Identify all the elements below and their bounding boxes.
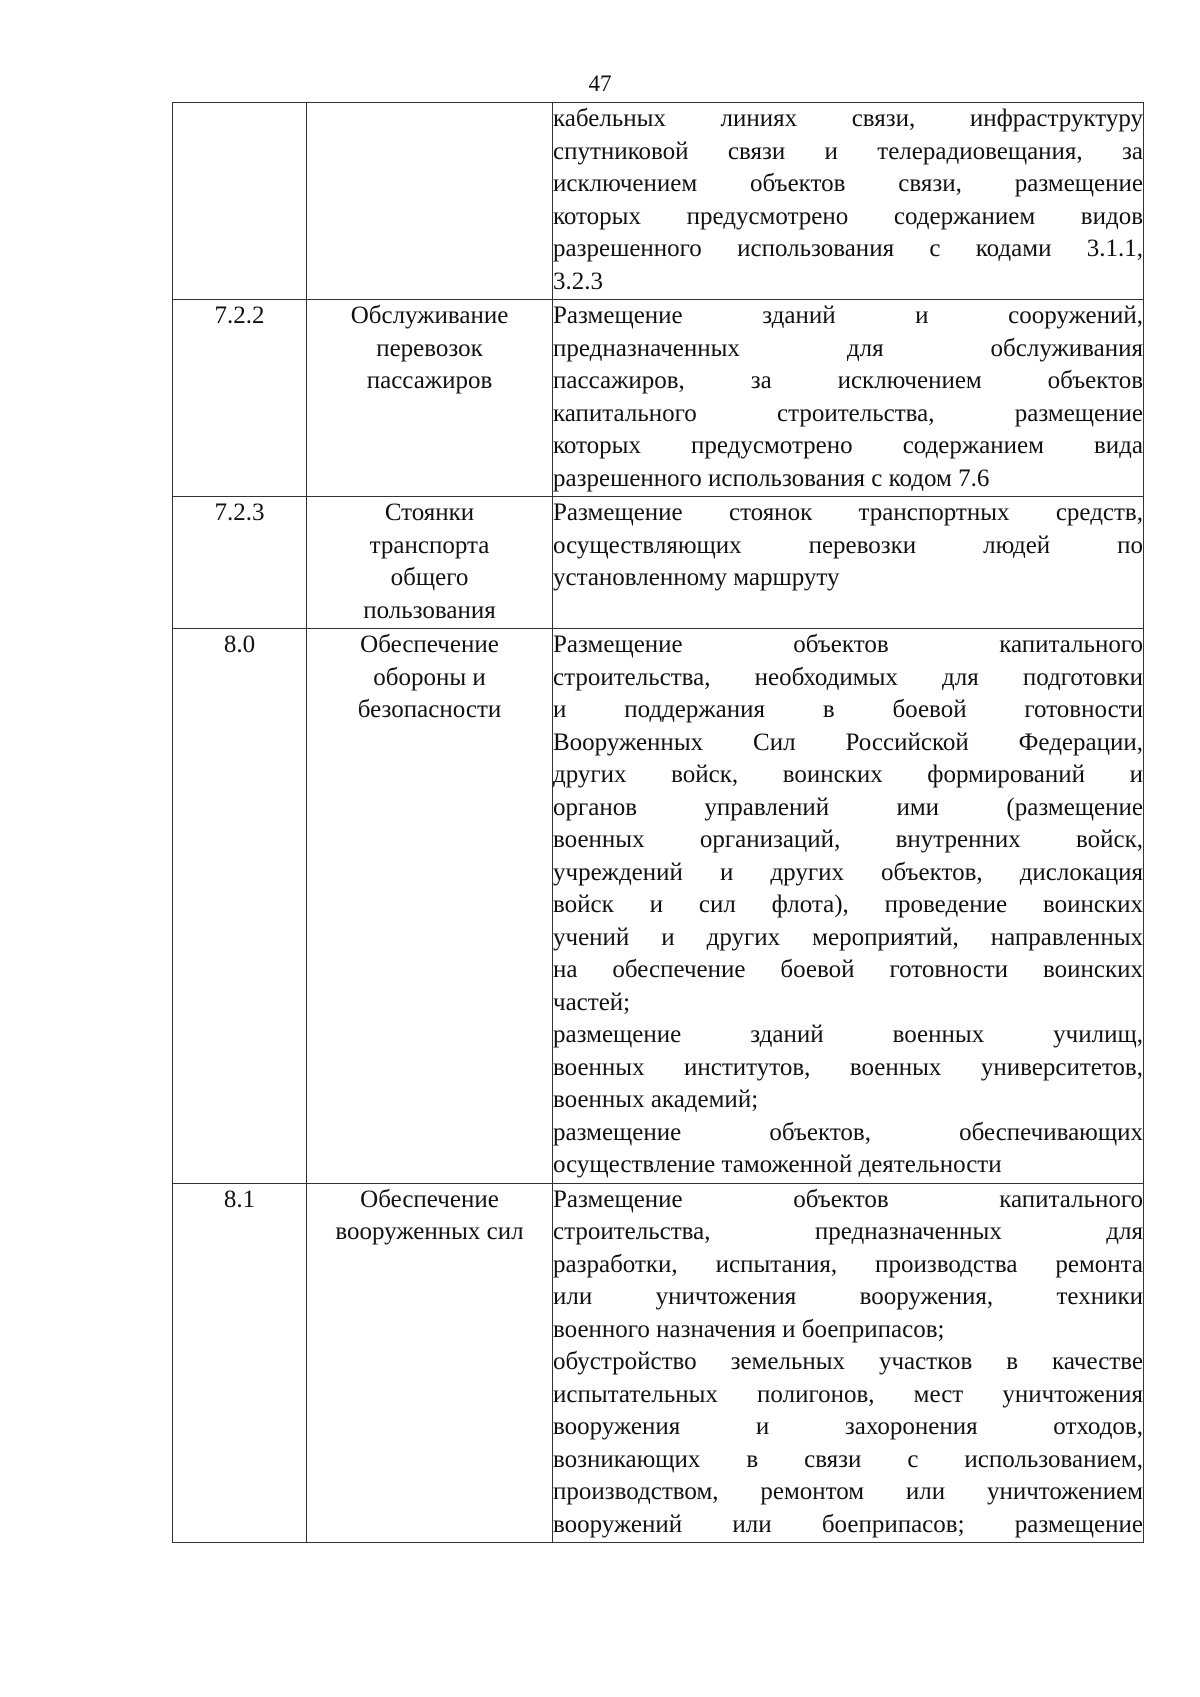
land-use-table bbox=[172, 102, 1144, 1543]
land-use-description bbox=[553, 1183, 1144, 1543]
land-use-description-line: Размещение объектов капитального bbox=[553, 1185, 1143, 1213]
land-use-code: 8.1 bbox=[173, 1183, 307, 1543]
land-use-description-line: вооружений или боеприпасов; размещение bbox=[553, 1510, 1143, 1538]
land-use-description-line: размещение объектов, обеспечивающих bbox=[553, 1118, 1143, 1146]
land-use-name-line: общего bbox=[390, 564, 469, 591]
land-use-description-line: Размещение зданий и сооружений, bbox=[553, 302, 1143, 329]
land-use-description-line: или уничтожения вооружения, техники bbox=[553, 1283, 1143, 1310]
land-use-name-line: Обеспечение bbox=[360, 631, 499, 658]
land-use-description-line: военных академий; bbox=[553, 1086, 759, 1113]
land-use-code: 7.2.3 bbox=[173, 497, 307, 629]
land-use-description bbox=[553, 103, 1144, 300]
land-use-name bbox=[307, 103, 553, 300]
land-use-description-line: которых предусмотрено содержанием вида bbox=[553, 432, 1143, 459]
land-use-name-line: вооруженных сил bbox=[335, 1218, 524, 1245]
land-use-description-line: Вооруженных Сил Российской Федерации, bbox=[553, 728, 1143, 756]
land-use-description-line: других войск, воинских формирований и bbox=[553, 761, 1143, 788]
land-use-description-line: разработки, испытания, производства ремонта bbox=[553, 1250, 1143, 1278]
land-use-description-line: установленному маршруту bbox=[553, 564, 840, 591]
land-use-name-line: обороны и bbox=[373, 663, 486, 691]
land-use-description-line: пассажиров, за исключением объектов bbox=[553, 367, 1143, 394]
land-use-description bbox=[553, 300, 1144, 497]
land-use-description-line: учреждений и других объектов, дислокация bbox=[553, 858, 1143, 886]
land-use-description-line: обустройство земельных участков в качестве bbox=[553, 1348, 1143, 1375]
land-use-name-line: пользования bbox=[363, 596, 496, 624]
land-use-description-line: капитального строительства, размещение bbox=[553, 399, 1143, 427]
land-use-description bbox=[553, 629, 1144, 1184]
land-use-description bbox=[553, 497, 1144, 629]
table-row bbox=[173, 103, 1144, 300]
land-use-name-line: пассажиров bbox=[366, 367, 493, 394]
land-use-name-line: перевозок bbox=[376, 334, 483, 362]
land-use-description-line: которых предусмотрено содержанием видов bbox=[553, 202, 1143, 230]
land-use-description-line: спутниковой связи и телерадиовещания, за bbox=[553, 137, 1143, 165]
land-use-description-line: предназначенных для обслуживания bbox=[553, 334, 1143, 362]
land-use-description-line: и поддержания в боевой готовности bbox=[553, 696, 1143, 723]
land-use-description-line: учений и других мероприятий, направленных bbox=[553, 923, 1143, 951]
land-use-description-line: строительства, предназначенных для bbox=[553, 1218, 1143, 1245]
land-use-description-line: испытательных полигонов, мест уничтожения bbox=[553, 1380, 1143, 1408]
land-use-description-line: Размещение стоянок транспортных средств, bbox=[553, 499, 1143, 526]
land-use-description-line: военных организаций, внутренних войск, bbox=[553, 826, 1143, 853]
land-use-description-line: вооружения и захоронения отходов, bbox=[553, 1413, 1143, 1440]
land-use-name-line: Обслуживание bbox=[350, 302, 509, 329]
land-use-name-line: транспорта bbox=[369, 531, 490, 559]
land-use-description-line: размещение зданий военных училищ, bbox=[553, 1021, 1143, 1048]
land-use-description-line: частей; bbox=[553, 988, 631, 1016]
land-use-description-line: производством, ремонтом или уничтожением bbox=[553, 1478, 1143, 1505]
table-body bbox=[173, 103, 1144, 1543]
land-use-description-line: разрешенного использования с кодами 3.1.1, bbox=[553, 235, 1143, 262]
land-use-code: 7.2.2 bbox=[173, 300, 307, 497]
land-use-description-line: на обеспечение боевой готовности воинских bbox=[553, 956, 1143, 983]
land-use-name bbox=[307, 629, 553, 1184]
land-use-description-line: осуществление таможенной деятельности bbox=[553, 1151, 1002, 1178]
page-number: 47 bbox=[588, 71, 612, 96]
land-use-description-line: осуществляющих перевозки людей по bbox=[553, 531, 1143, 559]
land-use-name bbox=[307, 497, 553, 629]
land-use-code bbox=[173, 103, 307, 300]
table-row bbox=[173, 1183, 1144, 1543]
table-row bbox=[173, 300, 1144, 497]
land-use-description-line: военного назначения и боеприпасов; bbox=[553, 1315, 945, 1343]
table-row bbox=[173, 497, 1144, 629]
land-use-name-line: Стоянки bbox=[384, 499, 475, 526]
land-use-description-line: исключением объектов связи, размещение bbox=[553, 170, 1143, 197]
land-use-description-line: органов управлений ими (размещение bbox=[553, 793, 1143, 821]
land-use-description-line: военных институтов, военных университетов, bbox=[553, 1053, 1143, 1081]
table-row bbox=[173, 629, 1144, 1184]
land-use-description-line: разрешенного использования с кодом 7.6 bbox=[553, 464, 990, 492]
land-use-name-line: безопасности bbox=[357, 696, 502, 723]
land-use-description-line: строительства, необходимых для подготовки bbox=[553, 663, 1143, 691]
land-use-name bbox=[307, 1183, 553, 1543]
land-use-name-line: Обеспечение bbox=[360, 1185, 499, 1213]
land-use-description-line: возникающих в связи с использованием, bbox=[553, 1445, 1143, 1473]
land-use-description-line: 3.2.3 bbox=[553, 267, 603, 295]
land-use-description-line: кабельных линиях связи, инфраструктуру bbox=[553, 105, 1143, 132]
land-use-name bbox=[307, 300, 553, 497]
land-use-code: 8.0 bbox=[173, 629, 307, 1184]
land-use-description-line: Размещение объектов капитального bbox=[553, 631, 1143, 658]
land-use-description-line: войск и сил флота), проведение воинских bbox=[553, 891, 1143, 918]
